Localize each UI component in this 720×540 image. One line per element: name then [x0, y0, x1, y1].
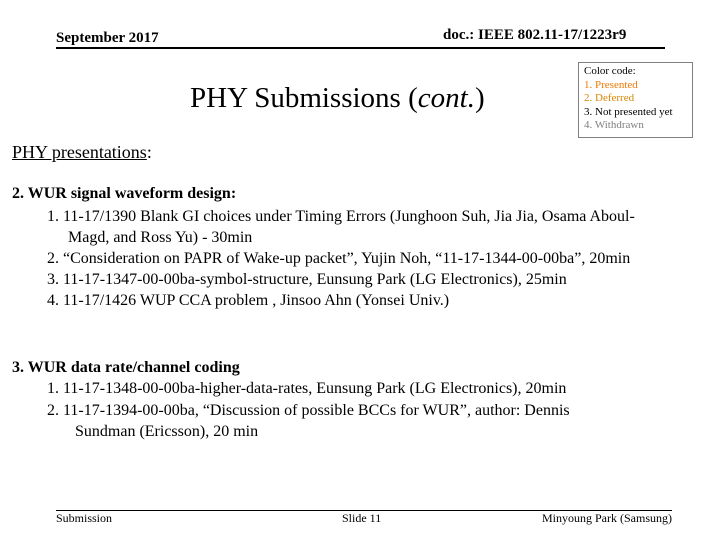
color-code-item-not-presented: [584, 106, 692, 120]
slide-title: [190, 82, 485, 115]
list-item-continuation: Magd, and Ross Yu) - 30min: [68, 229, 253, 246]
list-item: 4. 11-17/1426 WUP CCA problem , Jinsoo Ahn (Yonsei Univ.): [47, 292, 450, 309]
group-heading-waveform: 2. WUR signal waveform design:: [12, 185, 237, 202]
list-item: 2. 11-17-1394-00-00ba, “Discussion of possible BCCs for WUR”, author: Dennis: [47, 402, 570, 419]
color-code-item-presented: [584, 79, 692, 93]
color-code-label: Not presented yet: [595, 105, 673, 118]
footer-author: Minyoung Park (Samsung): [542, 511, 672, 525]
color-code-num: 1.: [584, 78, 593, 91]
color-code-legend: [578, 62, 693, 138]
list-item: 3. 11-17-1347-00-00ba-symbol-structure, Eunsung Park (LG Electronics), 25min: [47, 271, 567, 288]
group-heading-data-rate: 3. WUR data rate/channel coding: [12, 359, 240, 376]
color-code-heading: Color code:: [584, 65, 636, 77]
footer-submission: Submission: [56, 511, 113, 525]
color-code-num: 3.: [584, 105, 593, 118]
color-code-num: 4.: [584, 119, 593, 131]
header-date: September 2017: [56, 30, 159, 46]
title-main: PHY Submissions (: [190, 82, 418, 114]
list-item: 2. “Consideration on PAPR of Wake-up packet”, Yujin Noh, “11-17-1344-00-00ba”, 20min: [47, 250, 631, 267]
list-item: 1. 11-17-1348-00-00ba-higher-data-rates, Eunsung Park (LG Electronics), 20min: [47, 380, 567, 397]
section-colon: :: [146, 142, 152, 162]
list-item-continuation: Sundman (Ericsson), 20 min: [75, 423, 259, 440]
title-close: ): [474, 82, 485, 114]
footer-slide-number: Slide 11: [342, 511, 382, 525]
section-heading: [12, 142, 152, 163]
section-label: PHY presentations: [12, 142, 147, 162]
title-italic: cont.: [417, 82, 475, 114]
color-code-item-deferred: [584, 92, 692, 106]
color-code-label: Presented: [595, 78, 638, 91]
header-doc-id: doc.: IEEE 802.11-17/1223r9: [443, 27, 627, 43]
color-code-num: 2.: [584, 92, 593, 104]
color-code-label: Withdrawn: [594, 119, 644, 131]
color-code-label: Deferred: [595, 92, 635, 104]
list-item: 1. 11-17/1390 Blank GI choices under Timing Errors (Junghoon Suh, Jia Jia, Osama Aboul-: [47, 208, 635, 225]
header-divider: [56, 47, 665, 49]
color-code-item-withdrawn: [584, 119, 692, 133]
